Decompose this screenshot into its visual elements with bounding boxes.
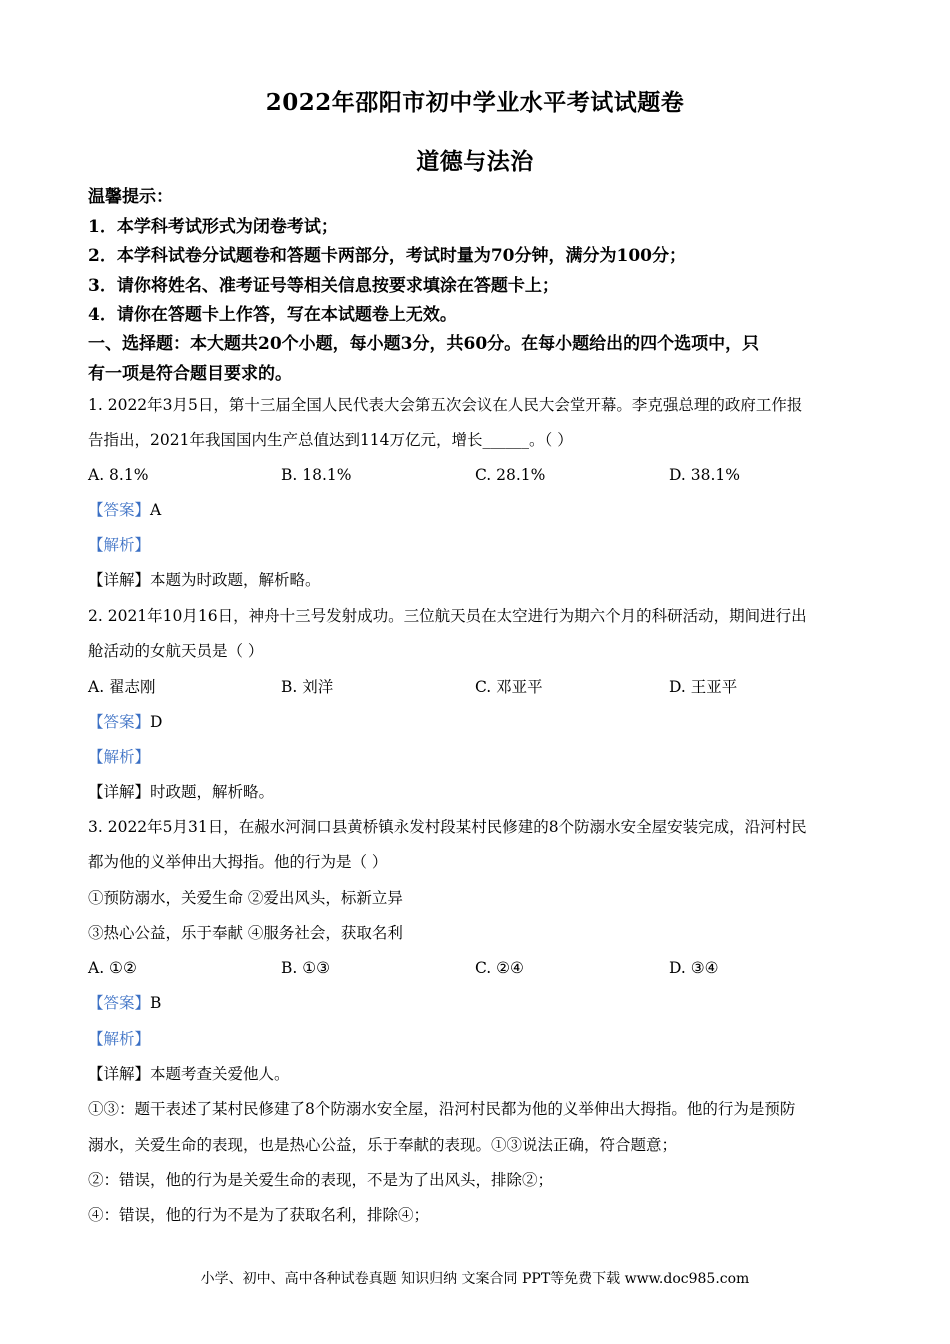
detail-label: 【详解】 [88, 1065, 151, 1083]
q3-detail [88, 1063, 868, 1085]
subject-title: 道德与法治 [416, 148, 534, 175]
section-heading-line1: 一、选择题：本大题共20个小题，每小题3分，共60分。在每小题给出的四个选项中，只 [88, 334, 760, 354]
q3-statements-line1: ①预防溺水，关爱生命 ②爱出风头，标新立异 [88, 889, 403, 907]
q3-option-b: B. ①③ [281, 959, 331, 977]
q3-explanation-line4: ④：错误，他的行为不是为了获取名利，排除④； [88, 1206, 430, 1224]
q1-stem-line2: 告指出，2021年我国国内生产总值达到114万亿元，增长______。（ ） [88, 431, 573, 449]
q3-option-c: C. ②④ [475, 959, 524, 977]
q2-answer [88, 711, 868, 733]
q1-option-b: B. 18.1% [281, 466, 352, 484]
q1-detail [88, 569, 868, 591]
analysis-label: 【解析】 [88, 748, 151, 766]
notice-item-4: 4．请你在答题卡上作答，写在本试题卷上无效。 [88, 305, 457, 325]
q2-option-d: D. 王亚平 [669, 678, 738, 696]
q3-detail-text: 本题考查关爱他人。 [150, 1065, 290, 1083]
q3-option-a: A. ①② [88, 959, 137, 977]
analysis-label: 【解析】 [88, 1030, 151, 1048]
q2-detail [88, 781, 868, 803]
q3-statements-line2: ③热心公益，乐于奉献 ④服务社会，获取名利 [88, 924, 403, 942]
notice-item-3: 3．请你将姓名、准考证号等相关信息按要求填涂在答题卡上； [88, 276, 559, 296]
q3-answer-value: B [150, 994, 162, 1012]
q2-stem-line2: 舱活动的女航天员是（ ） [88, 642, 264, 660]
q2-stem-line1: 2. 2021年10月16日，神舟十三号发射成功。三位航天员在太空进行为期六个月的科研活动，期间进行出 [88, 607, 807, 625]
q1-option-a: A. 8.1% [88, 466, 149, 484]
q1-analysis [88, 534, 868, 556]
analysis-label: 【解析】 [88, 536, 151, 554]
q1-answer-value: A [150, 501, 162, 519]
q2-option-b: B. 刘洋 [281, 678, 334, 696]
q3-option-d: D. ③④ [669, 959, 719, 977]
q3-explanation-line3: ②：错误，他的行为是关爱生命的表现，不是为了出风头，排除②； [88, 1171, 554, 1189]
q3-explanation-line1: ①③：题干表述了某村民修建了8个防溺水安全屋，沿河村民都为他的义举伸出大拇指。他的行为是预防 [88, 1100, 796, 1118]
page-title: 2022年邵阳市初中学业水平考试试题卷 [265, 89, 685, 116]
q1-answer [88, 499, 868, 521]
q2-detail-text: 时政题，解析略。 [150, 783, 275, 801]
answer-label: 【答案】 [88, 501, 151, 519]
q1-option-d: D. 38.1% [669, 466, 740, 484]
q2-option-c: C. 邓亚平 [475, 678, 543, 696]
notice-item-1: 1．本学科考试形式为闭卷考试； [88, 217, 338, 237]
notice-heading: 温馨提示： [88, 187, 173, 207]
q2-option-a: A. 翟志刚 [88, 678, 156, 696]
q3-stem-line1: 3. 2022年5月31日，在赧水河洞口县黄桥镇永发村段某村民修建的8个防溺水安全屋安装完成，沿河村民 [88, 818, 807, 836]
q1-stem-line1: 1. 2022年3月5日，第十三届全国人民代表大会第五次会议在人民大会堂开幕。李克强总理的政府工作报 [88, 396, 803, 414]
detail-label: 【详解】 [88, 783, 151, 801]
q1-detail-text: 本题为时政题，解析略。 [150, 571, 321, 589]
q2-analysis [88, 746, 868, 768]
q2-answer-value: D [150, 713, 163, 731]
q3-analysis [88, 1028, 868, 1050]
q1-option-c: C. 28.1% [475, 466, 546, 484]
q3-answer [88, 992, 868, 1014]
notice-item-2: 2．本学科试卷分试题卷和答题卡两部分，考试时量为70分钟，满分为100分； [88, 246, 686, 266]
page-footer: 小学、初中、高中各种试卷真题 知识归纳 文案合同 PPT等免费下载 www.doc985.com [200, 1271, 750, 1287]
answer-label: 【答案】 [88, 994, 151, 1012]
section-heading-line2: 有一项是符合题目要求的。 [88, 364, 292, 384]
answer-label: 【答案】 [88, 713, 151, 731]
detail-label: 【详解】 [88, 571, 151, 589]
q3-stem-line2: 都为他的义举伸出大拇指。他的行为是（ ） [88, 853, 388, 871]
q3-explanation-line2: 溺水，关爱生命的表现，也是热心公益，乐于奉献的表现。①③说法正确，符合题意； [88, 1136, 678, 1154]
